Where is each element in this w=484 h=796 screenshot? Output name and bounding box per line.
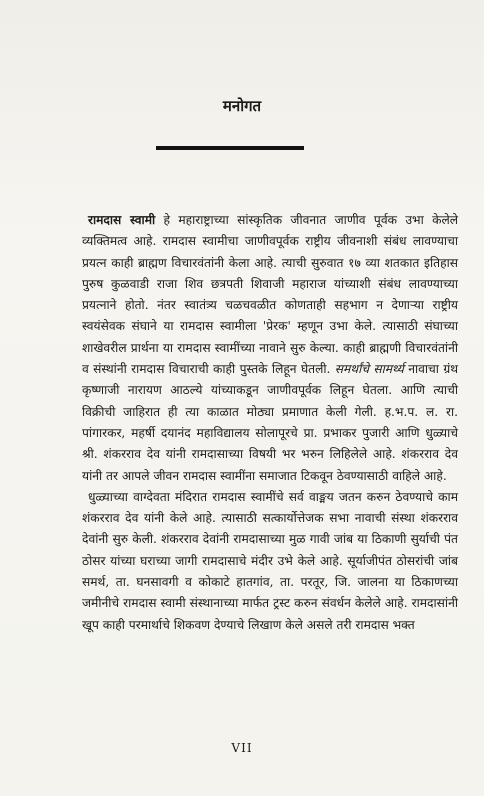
- paragraph-1: [82, 210, 458, 487]
- paragraph-2-text: धुळ्याच्या वाग्देवता मंदिरात रामदास स्वामींचे सर्व वाङ्मय जतन करुन ठेवण्याचे काम शंकरराव देव यांनी केले आहे. त्यासाठी सत्कार्योत्तेजक सभा नावाची संस्था शंकरराव देवांनी सुरु केली. शंकरराव देवांनी रामदासाच्या मुळ गावी जांब या ठिकाणी सुर्याची पंत ठोसर यांच्या घराच्या जागी रामदासाचे मंदीर उभे केले आहे. सूर्याजीपंत ठोसरांची जांब समर्थ, ता. घनसावगी व कोकाटे हातगांव, ता. परतूर, जि. जालना या ठिकाणच्या जमीनीचे रामदास स्वामी संस्थानाच्या मार्फत ट्रस्ट करुन संवर्धन केलेले आहे. रामदासांनी खूप काही परमार्थाचे शिकवण देण्याचे लिखाण केले असले तरी रामदास भक्त: [82, 489, 458, 632]
- paragraph-1-text-a: हे महाराष्ट्राच्या सांस्कृतिक जीवनात जाणीव पूर्वक उभा केलेले व्यक्तिमत्व आहे. रामदास स्वामीचा जाणीवपूर्वक राष्ट्रीय जीवनाशी संबंध लावण्याचा प्रयत्न काही ब्राह्मण विचारवंतांनी केला आहे. त्याची सुरुवात १७ व्या शतकात इतिहास पुरुष कुळवाडी राजा शिव छत्रपती शिवाजी महाराज यांच्याशी संबंध लावण्याच्या प्रयत्नाने होतो. नंतर स्वातंत्र्य चळचवळीत कोणताही सहभाग न देणाऱ्या राष्ट्रीय स्वयंसेवक संघाने या रामदास स्वामीला 'प्रेरक' म्हणून उभा केले. त्यासाठी संघाच्या शाखेवरील प्रार्थना या रामदास स्वामींच्या नावाने सुरु केल्या. काही ब्राह्मणी विचारवंतांनी व संस्थांनी रामदास विचाराची काही पुस्तके लिहून घेतली.: [82, 213, 458, 377]
- paragraph-1-text-b: नावाचा ग्रंथ कृष्णाजी नारायण आठल्ये यांच्याकडून जाणीवपूर्वक लिहून घेतला. आणि त्याची विक्रीची जाहिरात ही त्या काळात मोठ्या प्रमाणात केली गेली. ह.भ.प. ल. रा. पांगारकर, महर्षी दयानंद महाविद्यालय सोलापूरचे प्रा. प्रभाकर पुजारी आणि धुळ्याचे श्री. शंकरराव देव यांनी रामदासाच्या विषयी भर भरुन लिहिलेले आहे. शंकरराव देव यांनी तर आपले जीवन रामदास स्वामींना समाजात टिकवून ठेवण्यासाठी वाहिले आहे.: [82, 362, 458, 483]
- paragraph-2: [82, 487, 458, 636]
- lead-name: रामदास स्वामी: [88, 213, 156, 227]
- book-title-emphasis: समर्थांचे सामर्थ्य: [334, 362, 404, 377]
- body-text: [82, 210, 458, 636]
- title-underline: [156, 146, 304, 150]
- page-title: मनोगत: [222, 97, 262, 115]
- page-number: VII: [231, 741, 253, 755]
